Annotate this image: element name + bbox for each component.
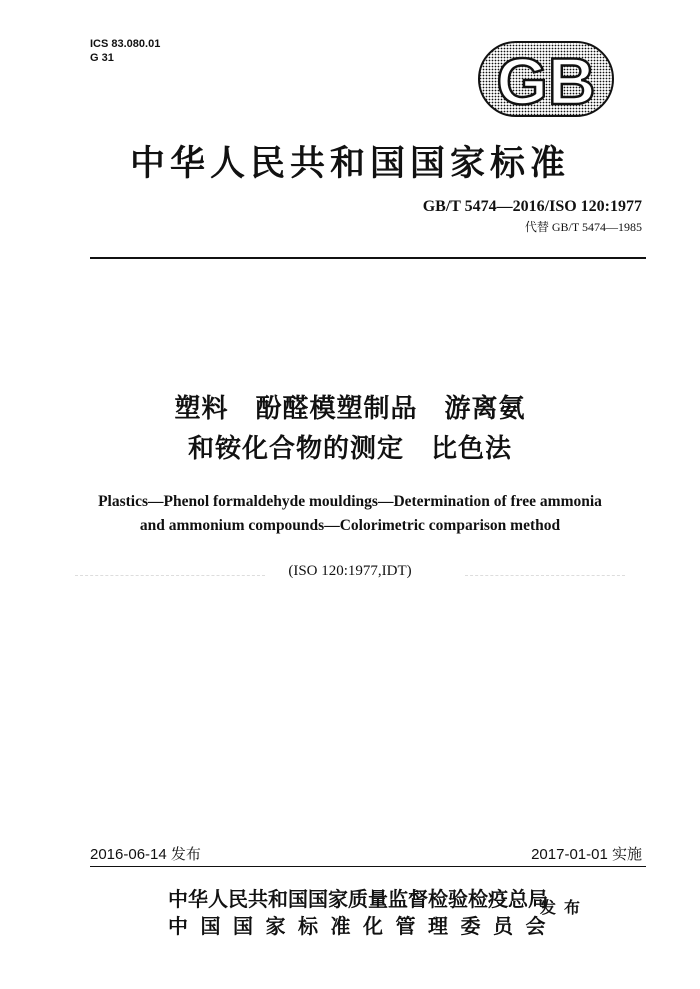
replaces-standard: 代替 GB/T 5474—1985 — [524, 220, 642, 234]
ccs-code: G 31 — [90, 52, 114, 64]
english-title-line-1: Plastics—Phenol formaldehyde mouldings—Determination of free ammonia — [98, 493, 602, 510]
implementation-date: 2017-01-01 实施 — [531, 846, 642, 863]
publish-label: 发布 — [540, 898, 589, 917]
right-dotted-line — [465, 575, 625, 576]
publisher-line-1: 中华人民共和国国家质量监督检验检疫总局 — [168, 887, 548, 911]
standard-category-title: 中华人民共和国国家标准 — [129, 143, 570, 184]
publisher-line-2: 中国国家标准化管理委员会 — [168, 914, 558, 938]
footer-divider — [90, 866, 646, 867]
gb-logo-text: GB — [496, 44, 596, 118]
header-divider — [90, 257, 646, 259]
chinese-title-line-1: 塑料 酚醛模塑制品 游离氨 — [174, 394, 526, 424]
gb-logo — [476, 38, 616, 120]
standard-number: GB/T 5474—2016/ISO 120:1977 — [422, 198, 642, 215]
english-title-line-2: and ammonium compounds—Colorimetric comparison method — [139, 517, 561, 534]
issue-date: 2016-06-14 发布 — [90, 846, 201, 863]
iso-equivalence: (ISO 120:1977,IDT) — [288, 563, 412, 579]
chinese-title-line-2: 和铵化合物的测定 比色法 — [187, 434, 512, 464]
ics-code: ICS 83.080.01 — [90, 38, 161, 50]
classification-codes — [90, 37, 160, 65]
